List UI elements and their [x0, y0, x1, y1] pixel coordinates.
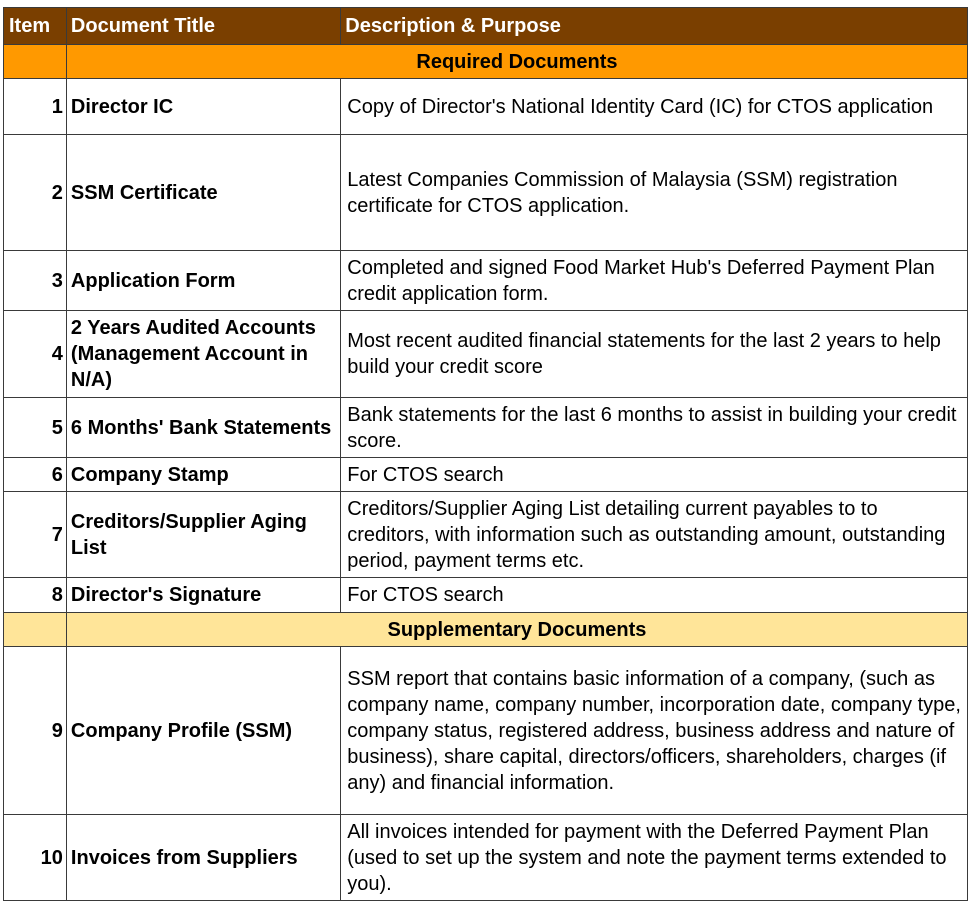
table-row	[4, 647, 968, 815]
section-supplementary-label: Supplementary Documents	[66, 613, 967, 647]
table-row	[4, 815, 968, 901]
header-description: Description & Purpose	[341, 8, 968, 45]
document-description: Most recent audited financial statements for the last 2 years to help build your credit score	[341, 311, 968, 398]
document-description: For CTOS search	[341, 578, 968, 613]
document-description: Bank statements for the last 6 months to assist in building your credit score.	[341, 398, 968, 458]
section-supplementary-spacer	[4, 613, 67, 647]
document-description: Creditors/Supplier Aging List detailing current payables to to creditors, with information such as outstanding amount, outstanding period, payment terms etc.	[341, 492, 968, 578]
document-description: SSM report that contains basic information of a company, (such as company name, company number, incorporation date, company type, company status, registered address, business address and nature of business), share capital, directors/officers, shareholders, charges (if any) and financial information.	[341, 647, 968, 815]
item-number: 9	[4, 647, 67, 815]
document-description: For CTOS search	[341, 458, 968, 492]
document-title: Application Form	[66, 251, 340, 311]
document-title: 2 Years Audited Accounts (Management Account in N/A)	[66, 311, 340, 398]
document-title: SSM Certificate	[66, 135, 340, 251]
item-number: 7	[4, 492, 67, 578]
document-title: 6 Months' Bank Statements	[66, 398, 340, 458]
item-number: 4	[4, 311, 67, 398]
item-number: 1	[4, 79, 67, 135]
document-description: Completed and signed Food Market Hub's Deferred Payment Plan credit application form.	[341, 251, 968, 311]
table-row	[4, 492, 968, 578]
document-title: Invoices from Suppliers	[66, 815, 340, 901]
item-number: 3	[4, 251, 67, 311]
table-row	[4, 79, 968, 135]
header-item: Item	[4, 8, 67, 45]
documents-table	[3, 7, 968, 901]
table-row	[4, 398, 968, 458]
section-required-row	[4, 45, 968, 79]
document-title: Company Profile (SSM)	[66, 647, 340, 815]
document-title: Director's Signature	[66, 578, 340, 613]
document-title: Company Stamp	[66, 458, 340, 492]
document-title: Director IC	[66, 79, 340, 135]
document-description: All invoices intended for payment with the Deferred Payment Plan (used to set up the system and note the payment terms extended to you).	[341, 815, 968, 901]
document-description: Latest Companies Commission of Malaysia (SSM) registration certificate for CTOS application.	[341, 135, 968, 251]
item-number: 2	[4, 135, 67, 251]
document-description: Copy of Director's National Identity Card (IC) for CTOS application	[341, 79, 968, 135]
document-title: Creditors/Supplier Aging List	[66, 492, 340, 578]
table-row	[4, 578, 968, 613]
header-row	[4, 8, 968, 45]
item-number: 5	[4, 398, 67, 458]
section-required-label: Required Documents	[66, 45, 967, 79]
table-row	[4, 251, 968, 311]
section-required-spacer	[4, 45, 67, 79]
section-supplementary-row	[4, 613, 968, 647]
table-row	[4, 458, 968, 492]
item-number: 6	[4, 458, 67, 492]
table-row	[4, 311, 968, 398]
item-number: 8	[4, 578, 67, 613]
header-title: Document Title	[66, 8, 340, 45]
item-number: 10	[4, 815, 67, 901]
table-row	[4, 135, 968, 251]
